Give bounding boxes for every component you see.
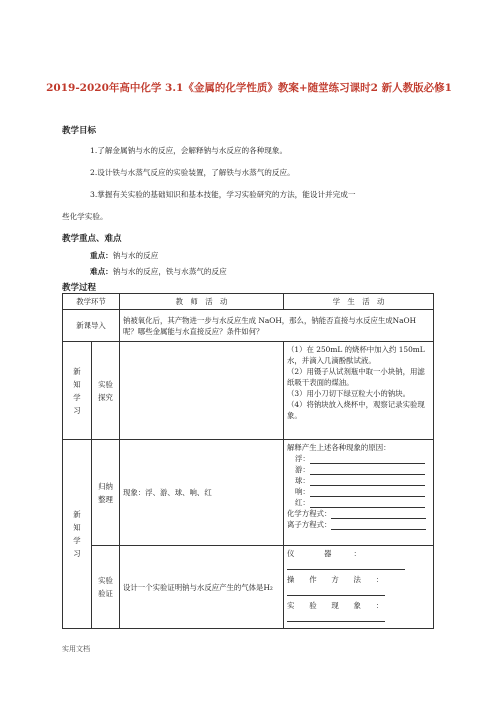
objective-3: 3.掌握有关实验的基础知识和基本技能，学习实验研究的方法，能设计并完成一 [90,190,356,199]
verify-stage-text: 实验验证 [98,576,113,598]
header-student: 学 生 活 动 [284,294,434,310]
phenomenon-ball-label: 球： [295,476,310,485]
intro-stage: 新课导入 [63,310,120,342]
page-title: 2019-2020年高中化学 3.1《金属的化学性质》教案+随堂练习课时2 新人教版必修1 [46,82,452,94]
verify-phenomenon-line-row [287,611,430,622]
verify-instrument: 仪 器 ： [287,549,361,558]
phenomenon-sound [287,486,430,497]
summary-teacher: 现象：浮、游、球、响、红 [120,440,284,546]
key-point [90,250,158,261]
exp-teacher-cell [120,342,284,440]
summary-stage-text: 归纳整理 [98,481,113,504]
keypoints-heading: 教学重点、难点 [62,234,122,244]
answer-line [331,520,426,530]
answer-line [287,612,385,622]
new-learning-text-2: 新知学习 [73,510,81,558]
header-stage: 教学环节 [63,294,120,310]
explain-label: 解释产生上述各种现象的原因： [287,443,391,452]
intro-text: 钠被氧化后，其产物进一步与水反应生成 NaOH，那么，钠能否直接与水反应生成NaOH呢？哪些金属能与水直接反应？条件如何？ [120,310,434,342]
difficult-point [90,266,227,277]
answer-line [310,476,425,486]
new-learning-text-1: 新知学习 [73,366,81,415]
phenomenon-float [287,453,430,464]
new-learning-label-1 [63,342,92,440]
exp-step-1: （1）在 250mL 的烧杯中加入约 150mL 水，并滴入几滴酚酞试液。 [287,345,425,365]
verify-teacher: 设计一个实验证明钠与水反应产生的气体是H₂ [120,546,284,629]
summary-student-cell [284,440,434,546]
phenomenon-swim-label: 游： [295,465,310,474]
phenomenon-red-label: 红： [295,498,310,507]
answer-line [287,560,405,570]
difficult-label: 难点： [90,267,113,276]
exp-stage-text: 实验探究 [98,379,113,402]
answer-line [310,487,425,497]
exp-steps-cell [284,342,434,440]
ion-eq [287,519,430,530]
phenomenon-swim [287,464,430,475]
exp-step-3: （3）用小刀切下绿豆粒大小的钠块。 [287,389,410,398]
process-table [62,293,434,629]
answer-line [331,509,426,519]
verify-phenomenon: 实 验 现 象 ： [287,601,384,610]
chem-eq-label: 化学方程式： [287,509,332,518]
ion-eq-label: 离子方程式： [287,520,332,529]
phenomenon-ball [287,475,430,486]
answer-line [310,454,425,464]
exp-step-2: （2）用镊子从试剂瓶中取一小块钠，用滤纸吸干表面的煤油。 [287,367,425,387]
answer-line [287,586,385,596]
exp-stage [92,342,120,440]
verify-method: 操 作 方 法 ： [287,575,384,584]
verify-stage [92,546,120,629]
summary-stage [92,440,120,546]
objectives-heading: 教学目标 [62,126,97,136]
answer-line [310,465,425,475]
answer-line [310,498,425,508]
verify-instrument-line-row [287,559,430,574]
objective-2: 2.设计铁与水蒸气反应的实验装置，了解铁与水蒸气的反应。 [90,168,295,177]
new-learning-label-2 [63,440,92,629]
footer-text: 实用文档 [62,645,90,653]
verify-method-line-row [287,585,430,600]
exp-step-4: （4）将钠块放入烧杯中，观察记录实验现象。 [287,400,425,420]
objective-3-cont: 些化学实验。 [62,212,108,221]
header-teacher: 教 师 活 动 [120,294,284,310]
phenomenon-sound-label: 响： [295,487,310,496]
key-text: 钠与水的反应 [112,251,159,260]
objective-1: 1.了解金属钠与水的反应，会解释钠与水反应的各种现象。 [90,146,288,155]
key-label: 重点： [90,251,113,260]
difficult-text: 钠与水的反应，铁与水蒸气的反应 [112,267,227,276]
verify-student-cell [284,546,434,629]
phenomenon-float-label: 浮： [295,454,310,463]
phenomenon-red [287,497,430,508]
process-heading: 教学过程 [62,283,97,293]
chem-eq [287,508,430,519]
